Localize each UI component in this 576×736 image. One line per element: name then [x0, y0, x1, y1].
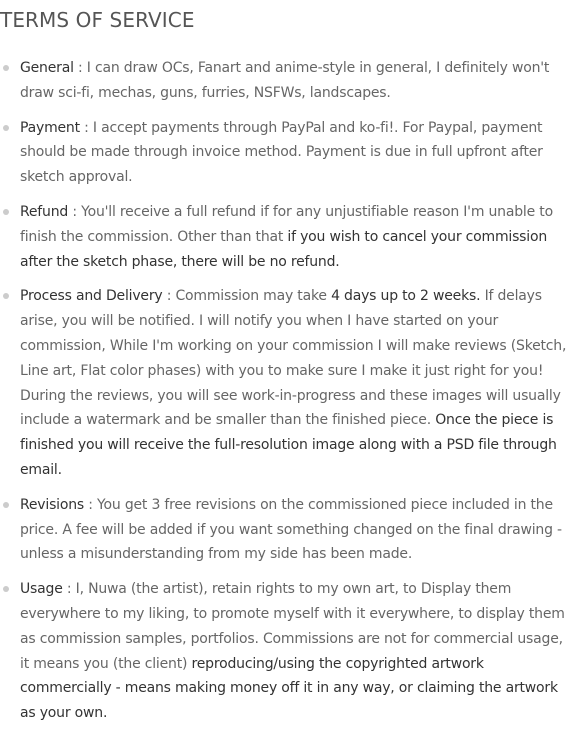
term-item-usage — [0, 577, 576, 726]
bullet-icon — [3, 65, 9, 71]
bullet-icon — [3, 209, 9, 215]
term-text: : You'll receive a full refund if for any unjustifiable reason I'm unable to finish the commission. Other than that — [20, 203, 553, 245]
term-item-process-and-delivery — [0, 284, 576, 482]
bullet-icon — [3, 125, 9, 131]
term-text: : Commission may take — [162, 288, 332, 305]
term-item-refund — [0, 200, 576, 274]
term-item-revisions — [0, 493, 576, 567]
bullet-icon — [3, 293, 9, 299]
term-text: : You get 3 free revisions on the commissioned piece included in the price. A fee will be added if you want something changed on the final drawing - unless a misunderstanding from my side has been made. — [20, 496, 562, 563]
term-label: Refund — [20, 203, 69, 220]
term-item-general — [0, 56, 576, 106]
page-title: TERMS OF SERVICE — [0, 8, 195, 32]
term-emphasis-text: 4 days up to 2 weeks. — [331, 288, 481, 305]
term-label: Usage — [20, 581, 63, 598]
term-text: : I, Nuwa (the artist), retain rights to my own art, to Display them everywhere to my liking, to promote myself with it everywhere, to display them as commission samples, portfolios. Commissions are not for commercial usage, it means you (the client) — [20, 581, 565, 672]
term-text: : I can draw OCs, Fanart and anime-style in general, I definitely won't draw sci-fi, mechas, guns, furries, NSFWs, landscapes. — [20, 60, 550, 101]
term-label: Payment — [20, 119, 80, 136]
terms-list — [0, 56, 576, 736]
term-label: Process and Delivery — [20, 288, 163, 305]
bullet-icon — [3, 586, 9, 592]
term-emphasis-text: if you wish to cancel your commission after the sketch phase, there will be no refund. — [20, 228, 547, 270]
term-item-payment — [0, 116, 576, 190]
term-text: If delays arise, you will be notified. I will notify you when I have started on your commission, While I'm working on your commission I will make reviews (Sketch, Line art, Flat color phases) with you to make sure I make it just right for you! During the reviews, you will see work-in-progress and these images will usually include a watermark and be smaller than the finished piece. — [20, 288, 567, 429]
term-emphasis-text: Once the piece is finished you will receive the full-resolution image along with a PSD file through email. — [20, 412, 557, 478]
bullet-icon — [3, 502, 9, 508]
term-label: General — [20, 60, 74, 76]
term-emphasis-text: reproducing/using the copyrighted artwork commercially - means making money off it in any way, or claiming the artwork as your own. — [20, 655, 558, 722]
term-text: : I accept payments through PayPal and ko-fi!. For Paypal, payment should be made through invoice method. Payment is due in full upfront after sketch approval. — [20, 119, 543, 186]
term-label: Revisions — [20, 496, 85, 513]
